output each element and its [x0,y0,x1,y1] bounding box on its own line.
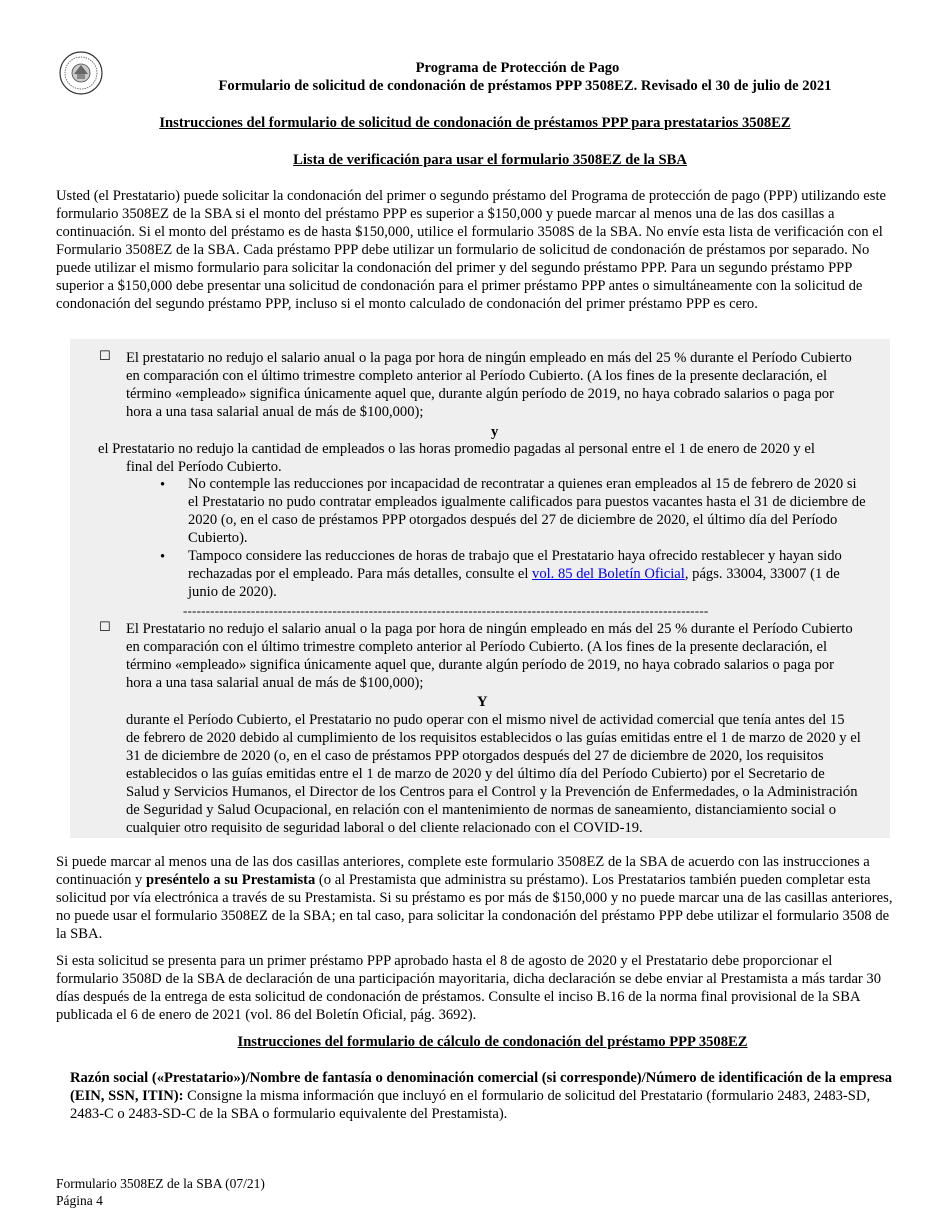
option1-text2-line1: el Prestatario no redujo la cantidad de empleados o las horas promedio pagadas al personal entre el 1 de enero de 2020 y el [98,441,815,457]
page-header [0,59,950,95]
instructions-paragraph: Si puede marcar al menos una de las dos casillas anteriores, complete este formulario 3508EZ de la SBA de acuerdo con las instrucciones a continuación y preséntelo a su Prestamista (o al Prestamista que administra su préstamo). Los Prestatarios también pueden completar esta solicitud por vía electrónica a través de su Prestamista. Si su préstamo es por más de $150,000 y no puede marcar una de las casillas anteriores, no puede usar el formulario 3508EZ de la SBA; en tal caso, para solicitar la condonación del préstamo PPP debe utilizar el formulario 3508 de la SBA. [56,854,893,942]
page-footer [56,1175,265,1209]
option2-checkbox[interactable]: ☐ [99,620,111,635]
bullet-marker: • [160,549,166,565]
option1-bullet2: Tampoco considere las reducciones de horas de trabajo que el Prestatario haya ofrecido restablecer y hayan sido rechazadas por el empleado. Para más detalles, consulte el vol. 85 del Boletín Oficial, págs. 33004, 33007 (1 de junio de 2020). [188,548,842,600]
options-divider: -------------------------------------------------------------------------------------------------------------------- [183,603,709,618]
form-number: Formulario 3508EZ de la SBA (07/21) [56,1176,265,1191]
option1-text: El prestatario no redujo el salario anual o la paga por hora de ningún empleado en más del 25 % durante el Período Cubierto en comparación con el último trimestre completo anterior al Período Cubierto. (A los fines de la presente declaración, el término «empleado» significa únicamente aquel que, durante algún período de 2019, no haya cobrado salarios o paga por hora a una tasa salarial anual de más de $100,000); [126,350,852,420]
option1-bullet1: No contemple las reducciones por incapacidad de recontratar a quienes eran empleados al 15 de febrero de 2020 si el Prestatario no pudo contratar empleados igualmente calificados para puestos vacantes hasta el 31 de diciembre de 2020 (o, en el caso de préstamos PPP otorgados después del 27 de diciembre de 2020, el último día del Período Cubierto). [188,476,866,546]
option1-and: y [491,424,499,440]
option2-and: Y [477,694,488,710]
business-name-instructions: Razón social («Prestatario»)/Nombre de fantasía o denominación comercial (si corresponde)/Número de identificación de la empresa (EIN, SSN, ITIN): Consigne la misma información que incluyó en el formulario de solicitud del Prestatario (formulario 2483, 2483-SD, 2483-C o 2483-SD-C de la SBA o formulario equivalente del Prestamista). [70,1070,893,1122]
submit-to-lender: preséntelo a su Prestamista [145,872,316,888]
option2-text: El Prestatario no redujo el salario anual o la paga por hora de ningún empleado en más del 25 % durante el Período Cubierto en comparación con el último trimestre completo anterior al Período Cubierto. (A los fines de la presente declaración, el término «empleado» significa únicamente aquel que, durante algún período de 2019, no haya cobrado salarios o paga por hora a una tasa salarial anual de más de $100,000); [126,621,853,691]
option2-text2: durante el Período Cubierto, el Prestatario no pudo operar con el mismo nivel de actividad comercial que tenía antes del 15 de febrero de 2020 debido al cumplimiento de los requisitos establecidos o las guías emitidas entre el 1 de marzo de 2020 y el 31 de diciembre de 2020 (o, en el caso de préstamos PPP otorgados después del 27 de diciembre de 2020, los requisitos establecidos o las guías emitidas entre el 1 de marzo de 2020 y del último día del Período Cubierto) por el Secretario de Salud y Servicios Humanos, el Director de los Centros para el Control y la Prevención de Enfermedades, o la Administración de Seguridad y Salud Ocupacional, en relación con el mantenimiento de normas de saneamiento, distanciamiento social o cualquier otro requisito de seguridad laboral o del cliente relacionado con el COVID-19. [126,712,861,836]
program-title: Programa de Protección de Pago [415,60,620,76]
form-3508d-paragraph: Si esta solicitud se presenta para un primer préstamo PPP aprobado hasta el 8 de agosto de 2020 y el Prestatario debe proporcionar el formulario 3508D de la SBA de declaración de una participación mayoritaria, dicha declaración se debe enviar al Prestamista a más tardar 30 días después de la entrega de esta solicitud de condonación de préstamos. Consulte el inciso B.16 de la norma final provisional de la SBA publicada el 6 de enero de 2021 (vol. 86 del Boletín Oficial, pág. 3692). [56,953,882,1023]
bullet-marker: • [160,477,166,493]
business-name-label: Razón social («Prestatario»)/Nombre de fantasía o denominación comercial (si corresponde)/Número de identificación de la empresa (EIN, SSN, ITIN): [70,1070,893,1104]
option1-checkbox[interactable]: ☐ [99,349,111,364]
calculation-heading: Instrucciones del formulario de cálculo de condonación del préstamo PPP 3508EZ [237,1034,748,1050]
checklist-heading: Lista de verificación para usar el formulario 3508EZ de la SBA [293,152,687,168]
page-number: Página 4 [56,1193,103,1208]
instructions-heading: Instrucciones del formulario de solicitud de condonación de préstamos PPP para prestatarios 3508EZ [159,115,791,131]
form-title: Formulario de solicitud de condonación de préstamos PPP 3508EZ. Revisado el 30 de julio de 2021 [218,78,832,94]
option1-text2-line2: final del Período Cubierto. [126,459,282,475]
federal-register-link[interactable]: vol. 85 del Boletín Oficial [532,566,685,582]
intro-paragraph: Usted (el Prestatario) puede solicitar la condonación del primer o segundo préstamo del Programa de protección de pago (PPP) utilizando este formulario 3508EZ de la SBA si el monto del préstamo PPP es superior a $150,000 y puede marcar al menos una de las dos casillas a continuación. Si el monto del préstamo es de hasta $150,000, utilice el formulario 3508S de la SBA. No envíe esta lista de verificación con el Formulario 3508EZ de la SBA. Cada préstamo PPP debe utilizar un formulario de solicitud de condonación de préstamos por separado. No puede utilizar el mismo formulario para solicitar la condonación del primer y del segundo préstamo PPP. Para un segundo préstamo PPP superior a $150,000 debe presentar una solicitud de condonación para el primer préstamo PPP antes o simultáneamente con la solicitud de condonación del segundo préstamo PPP, incluso si el monto calculado de condonación del primer préstamo PPP es cero. [56,188,886,312]
